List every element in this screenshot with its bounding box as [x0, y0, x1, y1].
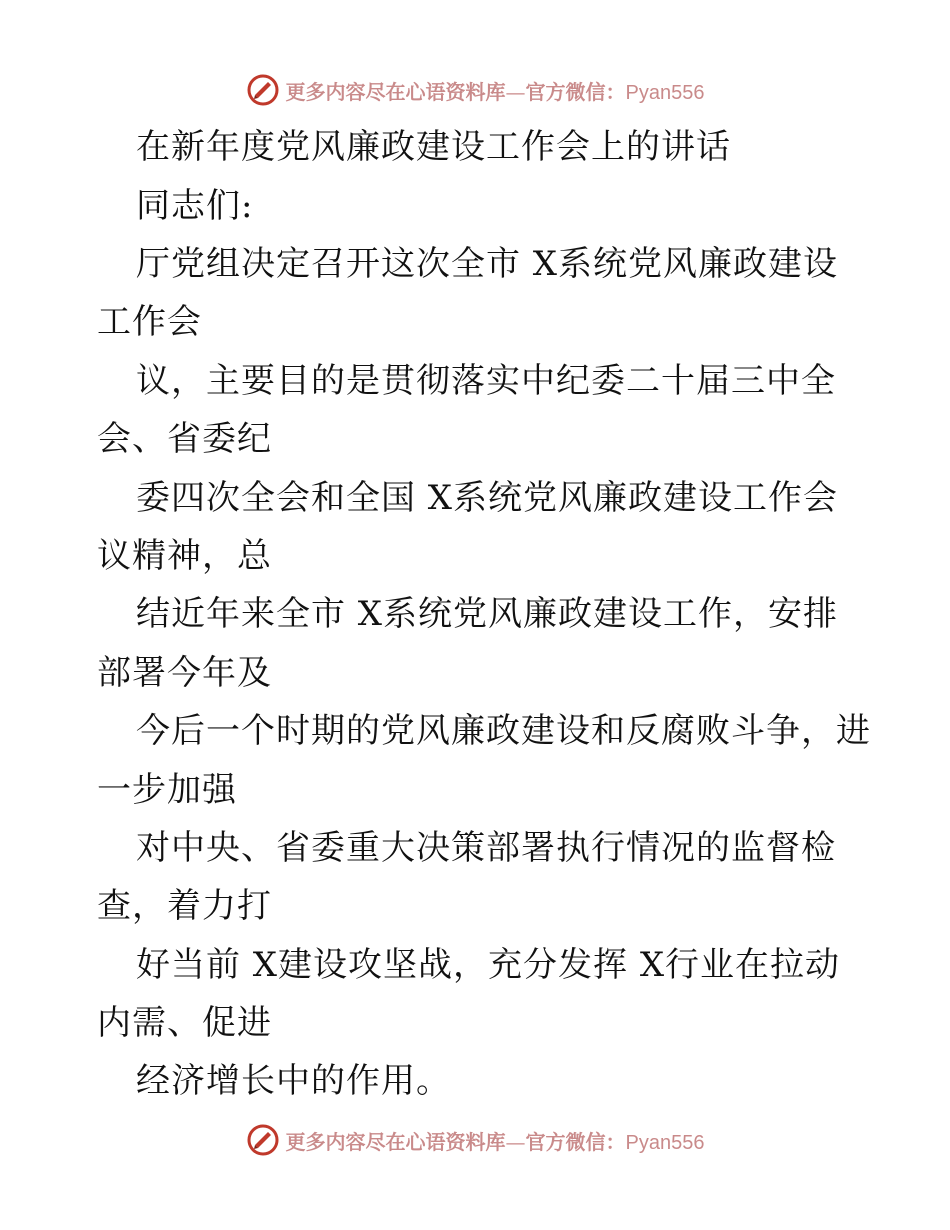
paragraph-line: 一步加强 [97, 770, 237, 810]
salutation: 同志们: [136, 186, 254, 226]
paragraph-line: 经济增长中的作用。 [136, 1061, 451, 1101]
paragraph-line: 厅党组决定召开这次全市 X系统党风廉政建设 [136, 244, 839, 284]
paragraph-line: 今后一个时期的党风廉政建设和反腐败斗争，进 [136, 711, 871, 751]
paragraph-line: 内需、促进 [97, 1003, 272, 1043]
paragraph-line: 会、省委纪 [97, 419, 272, 459]
paragraph-line: 工作会 [97, 302, 202, 342]
watermark-text: 更多内容尽在心语资料库—官方微信：Pyan556 [285, 1129, 705, 1154]
paragraph-line: 议，主要目的是贯彻落实中纪委二十届三中全 [136, 361, 836, 401]
paragraph-line: 议精神，总 [97, 536, 272, 576]
document-title: 在新年度党风廉政建设工作会上的讲话 [136, 127, 731, 167]
paragraph-line: 对中央、省委重大决策部署执行情况的监督检 [136, 828, 836, 868]
logo-icon [246, 1123, 280, 1157]
header-watermark [0, 70, 950, 110]
watermark-text: 更多内容尽在心语资料库—官方微信：Pyan556 [285, 79, 705, 104]
paragraph-line: 委四次全会和全国 X系统党风廉政建设工作会 [136, 478, 839, 518]
paragraph-line: 好当前 X建设攻坚战，充分发挥 X行业在拉动 [136, 945, 841, 985]
paragraph-line: 结近年来全市 X系统党风廉政建设工作，安排 [136, 594, 839, 634]
footer-watermark [0, 1120, 950, 1160]
paragraph-line: 部署今年及 [97, 653, 272, 693]
paragraph-line: 查，着力打 [97, 886, 272, 926]
logo-icon [246, 73, 280, 107]
